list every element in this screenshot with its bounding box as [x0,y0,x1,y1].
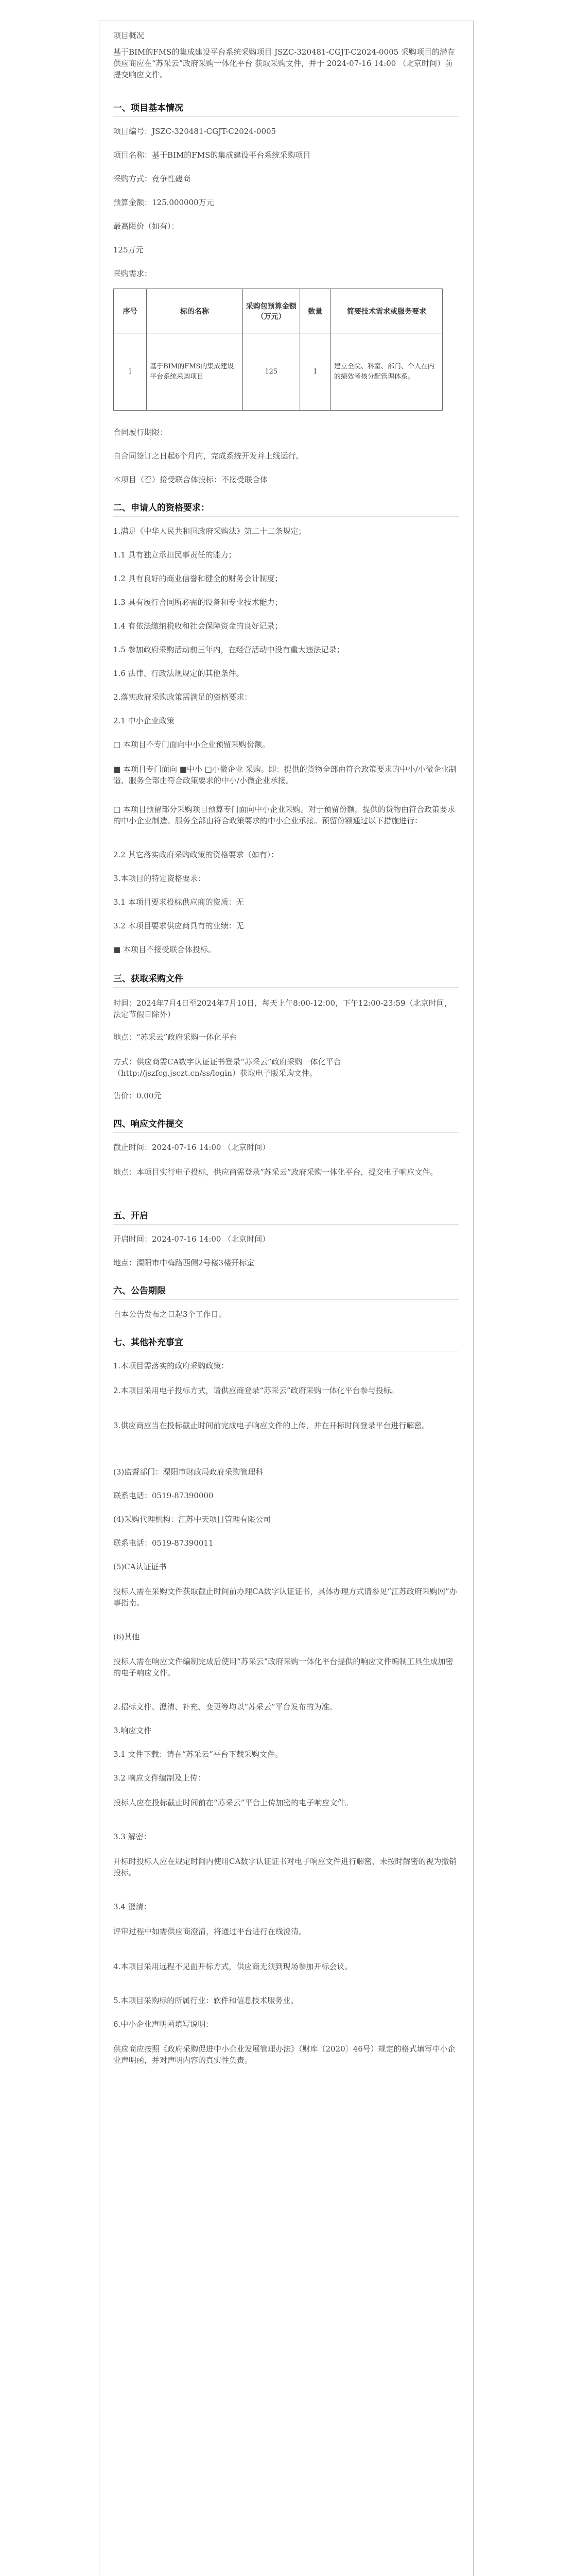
section-3-title: 三、获取采购文件 [113,974,183,984]
supplement-item: 6.中小企业声明函填写说明： [113,2020,214,2029]
qualification-item: 3.本项目的特定资格要求： [113,874,206,883]
section-5-title: 五、开启 [113,1211,148,1221]
qualification-item: 2.落实政府采购政策需满足的资格要求： [113,692,252,702]
qualification-item: 3.2 本项目要求供应商具有的业绩：无 [113,921,244,930]
contract-text: 自合同签订之日起6个月内，完成系统开发并上线运行。 [113,451,304,461]
submit-place: 地点：本项目实行电子投标，供应商需登录“苏采云”政府采购一体化平台，提交电子响应文件。 [113,1167,438,1177]
supplement-item: 投标人应在投标截止时间前在“苏采云”平台上传加密的电子响应文件。 [113,1798,353,1807]
supplement-item: 投标人需在采购文件获取截止时间前办理CA数字认证证书，具体办理方式请参见“江苏政府采购网”办事指南。 [113,1587,457,1607]
supplement-item: 3.供应商应当在投标截止时间前完成电子响应文件的上传，并在开标时间登录平台进行解密。 [113,1421,430,1430]
supplement-item: (5)CA认证证书 [113,1562,167,1571]
supplement-item: 1.本项目需落实的政府采购政策： [113,1361,229,1370]
divider [113,1299,459,1300]
table-header: 数量 [300,289,330,333]
divider [113,1132,459,1133]
divider [113,516,459,517]
supplement-item: 2.本项目采用电子投标方式，请供应商登录“苏采云”政府采购一体化平台参与投标。 [113,1386,399,1395]
table-header: 采购包预算金额（万元） [242,289,300,333]
divider [113,987,459,988]
section-1-title: 一、项目基本情况 [113,103,183,113]
supplement-item: (3)监督部门：溧阳市财政局政府采购管理科 [113,1467,264,1477]
qualification-item: 1.1 具有独立承担民事责任的能力； [113,550,236,560]
supplement-item: (6)其他 [113,1632,140,1641]
section-6-title: 六、公告期限 [113,1286,166,1296]
table-header: 标的名称 [147,289,243,333]
qualification-item: ■ 本项目专门面向 ■中小 □小微企业 采购。即：提供的货物全部由符合政策要求的中小/小微企业制造、服务全部由符合政策要求的中小/小微企业承接。 [113,765,457,785]
table-row [114,333,443,411]
qualification-item: □ 本项目预留部分采购项目预算专门面向中小企业采购。对于预留份额，提供的货物由符合政策要求的中小企业制造、服务全部由符合政策要求的中小企业承接。预留份额通过以下措施进行： [113,805,455,825]
table-header: 序号 [114,289,147,333]
supplement-item: 开标时投标人应在规定时间内使用CA数字认证证书对电子响应文件进行解密，未按时解密的视为撤销投标。 [113,1857,457,1877]
qualification-item: 1.3 具有履行合同所必需的设备和专业技术能力； [113,598,283,607]
supplement-item: 3.响应文件 [113,1726,152,1735]
acquire-method: 方式：供应商需CA数字认证证书登录“苏采云”政府采购一体化平台（http://jszfcg.jsczt.cn/ss/login）获取电子版采购文件。 [113,1057,341,1078]
notice-period: 自本公告发布之日起3个工作日。 [113,1310,226,1319]
qualification-item: □ 本项目不专门面向中小企业预留采购份额。 [113,740,270,749]
qualification-item: 1.满足《中华人民共和国政府采购法》第二十二条规定； [113,527,306,536]
table-header: 简要技术需求或服务要求 [330,289,442,333]
overview-title: 项目概况 [113,31,145,40]
section-7-title: 七、其他补充事宜 [113,1337,183,1348]
supplement-item: 投标人需在响应文件编制完成后使用“苏采云”政府采购一体化平台提供的响应文件编制工具生成加密的电子响应文件。 [113,1657,454,1677]
table-cell: 1 [114,333,147,411]
project-number: 项目编号：JSZC-320481-CGJT-C2024-0005 [113,127,276,136]
contract-label: 合同履行期限： [113,428,168,437]
supplement-item: 供应商应按照《政府采购促进中小企业发展管理办法》（财库〔2020〕46号）规定的格式填写中小企业声明函，并对声明内容的真实性负责。 [113,2044,456,2065]
open-time: 开启时间：2024-07-16 14:00 （北京时间） [113,1234,270,1244]
supplement-item: 4.本项目采用远程不见面开标方式，供应商无须到现场参加开标会议。 [113,1962,353,1971]
acquire-place: 地点：“苏采云”政府采购一体化平台 [113,1032,237,1042]
supplement-item: (4)采购代理机构：江苏中天项目管理有限公司 [113,1515,271,1524]
section-2-title: 二、申请人的资格要求： [113,503,210,513]
divider [113,116,459,117]
requirement-table [113,289,443,411]
table-cell: 125 [242,333,300,411]
supplement-item: 5.本项目采购标的所属行业：软件和信息技术服务业。 [113,1996,299,2005]
max-price-value: 125万元 [113,245,144,255]
supplement-item: 2.招标文件、澄清、补充、变更等均以“苏采云”平台发布的为准。 [113,1702,337,1711]
open-place: 地点：溧阳市中梅路西侧2号楼3楼开标室 [113,1258,255,1267]
table-cell: 1 [300,333,330,411]
supplement-item: 联系电话：0519-87390000 [113,1491,214,1500]
table-cell: 建立全院、科室、部门、个人在内的绩效考核分配管理体系。 [330,333,442,411]
qualification-item: ■ 本项目不接受联合体投标。 [113,945,216,954]
requirement-label: 采购需求： [113,269,152,278]
qualification-item: 3.1 本项目要求投标供应商的资质：无 [113,897,244,907]
procurement-method: 采购方式：竞争性磋商 [113,174,191,183]
max-price-label: 最高限价（如有）： [113,222,179,231]
budget-amount: 预算金额：125.000000万元 [113,198,214,207]
document-price: 售价：0.00元 [113,1091,162,1100]
acquire-time: 时间：2024年7月4日至2024年7月10日，每天上午8:00-12:00，下午12:00-23:59（北京时间，法定节假日除外） [113,998,452,1019]
supplement-item: 3.2 响应文件编制及上传： [113,1773,205,1783]
supplement-item: 联系电话：0519-87390011 [113,1538,214,1548]
submit-deadline: 截止时间：2024-07-16 14:00 （北京时间） [113,1143,270,1152]
qualification-item: 1.6 法律、行政法规规定的其他条件。 [113,669,244,678]
consortium-note: 本项目（否）接受联合体投标：不接受联合体 [113,475,268,484]
supplement-item: 3.3 解密： [113,1832,151,1841]
supplement-item: 评审过程中如需供应商澄清，将通过平台进行在线澄清。 [113,1927,307,1936]
overview-text: 基于BIM的FMS的集成建设平台系统采购项目 JSZC-320481-CGJT-C2024-0005 采购项目的潜在供应商应在“苏采云”政府采购一体化平台 获取采购文件，并于 2024-07-16 14:00 （北京时间）前提交响应文件。 [113,47,455,79]
qualification-item: 1.4 有依法缴纳税收和社会保障资金的良好记录； [113,621,283,631]
qualification-item: 2.2 其它落实政府采购政策的资格要求（如有）： [113,850,279,859]
qualification-item: 1.5 参加政府采购活动前三年内，在经营活动中没有重大违法记录； [113,645,344,654]
section-4-title: 四、响应文件提交 [113,1119,183,1129]
table-cell: 基于BIM的FMS的集成建设平台系统采购项目 [147,333,243,411]
qualification-item: 2.1 中小企业政策 [113,716,175,725]
qualification-item: 1.2 具有良好的商业信誉和健全的财务会计制度； [113,574,283,583]
supplement-item: 3.4 澄清： [113,1902,151,1911]
divider [113,1224,459,1225]
supplement-item: 3.1 文件下载：请在“苏采云”平台下载采购文件。 [113,1750,283,1759]
project-name: 项目名称：基于BIM的FMS的集成建设平台系统采购项目 [113,150,311,160]
